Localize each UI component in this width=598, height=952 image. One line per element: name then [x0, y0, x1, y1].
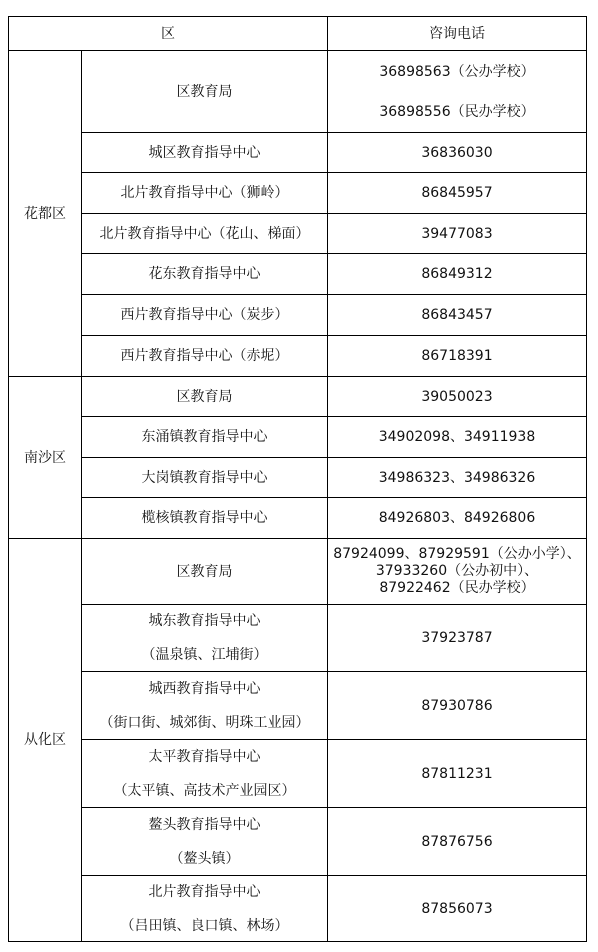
phone-cell [328, 876, 587, 942]
office-name-line: 太平教育指导中心 [148, 748, 261, 765]
table-row [9, 740, 587, 808]
phone-number-line: 87924099、87929591（公办小学）、 [333, 546, 581, 562]
office-cell [82, 672, 328, 740]
office-cell [82, 336, 328, 377]
table-row [9, 808, 587, 876]
office-cell [82, 605, 328, 672]
office-cell [82, 458, 328, 498]
district-cell: 从化区 [9, 539, 82, 942]
table-row [9, 173, 587, 214]
phone-number-line: 87856073 [421, 900, 493, 917]
table-row [9, 539, 587, 605]
phone-cell [328, 808, 587, 876]
district-cell: 南沙区 [9, 377, 82, 539]
phone-cell [328, 377, 587, 417]
table-row [9, 377, 587, 417]
office-name-line: 城东教育指导中心 [148, 613, 261, 629]
office-name-line: 北片教育指导中心（花山、梯面） [99, 225, 310, 242]
office-name-line: （街口街、城郊街、明珠工业园） [99, 714, 310, 731]
office-name-line: 北片教育指导中心 [148, 883, 261, 900]
phone-number-line: 37923787 [421, 630, 493, 646]
phone-cell [328, 417, 587, 458]
office-name-line: 城西教育指导中心 [148, 680, 261, 697]
table-row [9, 417, 587, 458]
phone-cell [328, 498, 587, 539]
header-district: 区 [9, 17, 328, 51]
office-name-line: 区教育局 [176, 388, 233, 405]
office-cell [82, 377, 328, 417]
phone-number-line: 87930786 [421, 697, 493, 714]
phone-cell [328, 605, 587, 672]
office-name-line: 西片教育指导中心（赤坭） [120, 348, 289, 364]
office-name-line: （太平镇、高技术产业园区） [113, 782, 296, 799]
phone-number-line: 86845957 [421, 185, 493, 201]
office-cell [82, 498, 328, 539]
office-name-line: （吕田镇、良口镇、林场） [120, 917, 289, 934]
office-name-line: 北片教育指导中心（狮岭） [120, 185, 289, 201]
office-name-line: （鳌头镇） [169, 850, 240, 867]
phone-cell [328, 672, 587, 740]
contact-table [8, 16, 587, 942]
phone-number-line: 36898556（民办学校） [379, 103, 535, 120]
table-row [9, 295, 587, 336]
office-name-line: 区教育局 [176, 83, 233, 100]
phone-number-line: 34986323、34986326 [378, 469, 536, 486]
office-cell [82, 417, 328, 458]
phone-number-line: 36836030 [421, 144, 493, 161]
phone-cell [328, 133, 587, 173]
table-row [9, 336, 587, 377]
phone-number-line: 84926803、84926806 [378, 510, 536, 526]
phone-cell [328, 336, 587, 377]
phone-cell [328, 740, 587, 808]
table-row [9, 254, 587, 295]
phone-cell [328, 51, 587, 133]
office-name-line: （温泉镇、江埔街） [141, 647, 268, 663]
table-row [9, 672, 587, 740]
table-row [9, 214, 587, 254]
phone-number-line: 87811231 [421, 765, 493, 782]
table-row [9, 133, 587, 173]
office-cell [82, 254, 328, 295]
office-name-line: 区教育局 [176, 563, 233, 580]
table-row [9, 51, 587, 133]
office-cell [82, 740, 328, 808]
office-name-line: 城区教育指导中心 [148, 144, 261, 161]
office-cell [82, 295, 328, 336]
office-name-line: 花东教育指导中心 [148, 266, 261, 282]
office-name-line: 西片教育指导中心（炭步） [120, 307, 289, 323]
phone-number-line: 87922462（民办学校） [379, 580, 535, 596]
office-cell [82, 51, 328, 133]
phone-number-line: 86718391 [421, 348, 493, 364]
office-cell [82, 876, 328, 942]
table-header-row [9, 17, 587, 51]
phone-number-line: 36898563（公办学校） [379, 63, 535, 80]
phone-cell [328, 173, 587, 214]
office-cell [82, 808, 328, 876]
header-phone: 咨询电话 [328, 17, 587, 51]
office-cell [82, 539, 328, 605]
phone-number-line: 39477083 [421, 225, 493, 242]
phone-number-line: 86843457 [421, 307, 493, 323]
office-name-line: 大岗镇教育指导中心 [141, 469, 268, 486]
table-row [9, 498, 587, 539]
table-row [9, 458, 587, 498]
phone-cell [328, 295, 587, 336]
office-name-line: 东涌镇教育指导中心 [141, 429, 268, 445]
table-row [9, 605, 587, 672]
district-cell: 花都区 [9, 51, 82, 377]
office-name-line: 榄核镇教育指导中心 [141, 510, 268, 526]
office-cell [82, 173, 328, 214]
phone-number-line: 86849312 [421, 266, 493, 282]
phone-cell [328, 254, 587, 295]
phone-cell [328, 539, 587, 605]
phone-cell [328, 458, 587, 498]
office-cell [82, 133, 328, 173]
phone-number-line: 39050023 [421, 388, 493, 405]
office-name-line: 鳌头教育指导中心 [148, 816, 261, 833]
phone-number-line: 87876756 [421, 833, 493, 850]
phone-number-line: 34902098、34911938 [378, 429, 536, 445]
table-row [9, 876, 587, 942]
phone-cell [328, 214, 587, 254]
table-body [9, 51, 587, 942]
phone-number-line: 37933260（公办初中）、 [375, 563, 539, 579]
office-cell [82, 214, 328, 254]
